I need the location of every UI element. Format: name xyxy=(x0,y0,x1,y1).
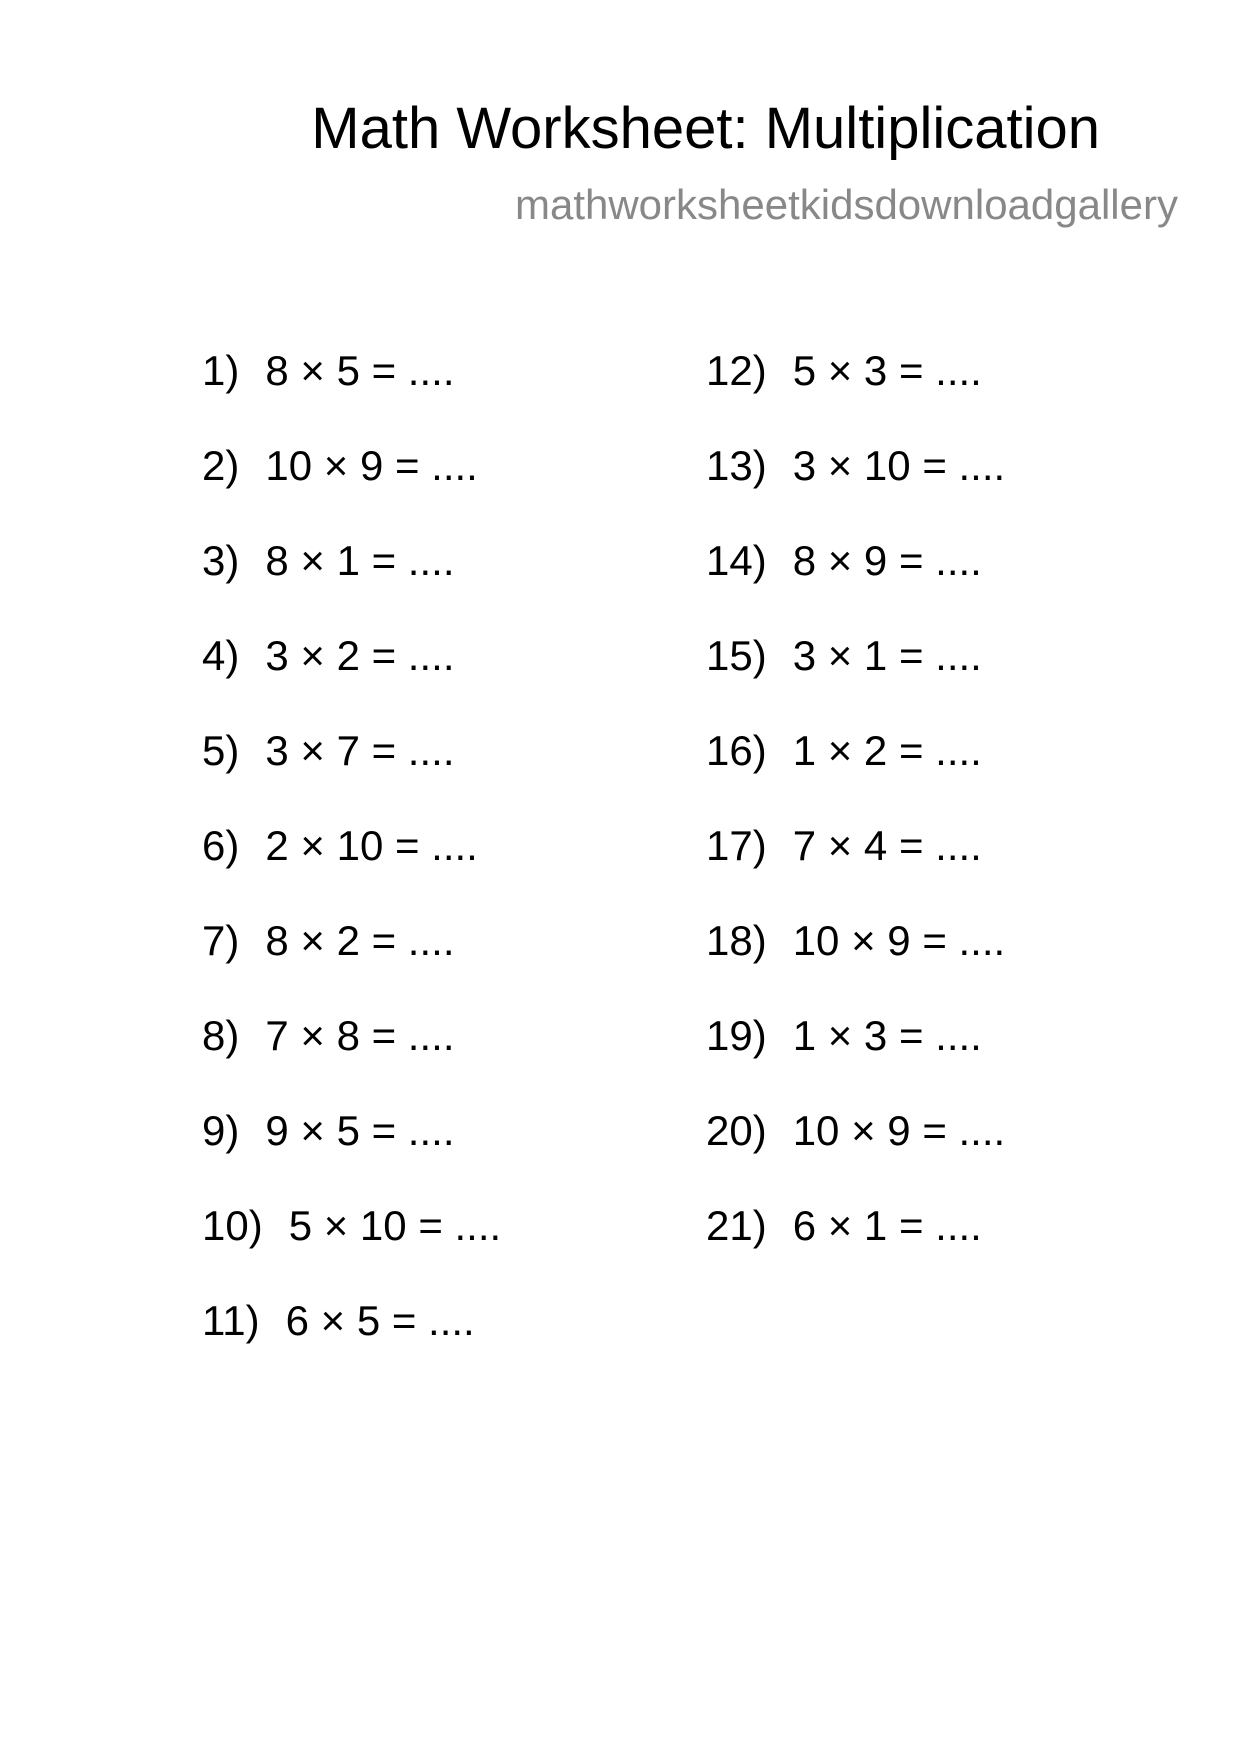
problem-expression: 10 × 9 = .... xyxy=(792,917,1006,964)
problem-number: 13) xyxy=(706,442,767,489)
problem-expression: 1 × 2 = .... xyxy=(792,727,982,774)
problem-expression: 7 × 4 = .... xyxy=(792,822,982,869)
problem-expression: 8 × 5 = .... xyxy=(265,347,455,394)
problem-expression: 3 × 1 = .... xyxy=(792,632,982,679)
problem-number: 16) xyxy=(706,727,767,774)
problem-item xyxy=(202,347,501,445)
problem-item xyxy=(706,1107,1006,1205)
problem-item xyxy=(706,442,1006,540)
problem-item xyxy=(706,347,1005,445)
worksheet-title: Math Worksheet: Multiplication xyxy=(311,96,1100,161)
problem-number: 6) xyxy=(202,822,240,869)
problem-expression: 10 × 9 = .... xyxy=(265,442,478,489)
problem-item xyxy=(706,822,1005,920)
problem-item xyxy=(202,917,501,1015)
problem-expression: 6 × 5 = .... xyxy=(285,1297,475,1344)
problem-expression: 1 × 3 = .... xyxy=(792,1012,982,1059)
problem-item xyxy=(706,1202,1005,1300)
problem-list-left xyxy=(202,347,502,1395)
problem-number: 21) xyxy=(706,1202,767,1249)
problem-item xyxy=(706,537,1005,635)
problem-number: 10) xyxy=(202,1202,263,1249)
problem-expression: 5 × 10 = .... xyxy=(288,1202,502,1249)
problem-expression: 3 × 10 = .... xyxy=(792,442,1006,489)
problem-item xyxy=(202,1202,502,1300)
problem-number: 9) xyxy=(202,1107,240,1154)
problem-expression: 8 × 9 = .... xyxy=(792,537,982,584)
problem-item xyxy=(202,537,501,635)
problem-number: 12) xyxy=(706,347,767,394)
problem-number: 1) xyxy=(202,347,240,394)
problem-number: 17) xyxy=(706,822,767,869)
problem-expression: 3 × 2 = .... xyxy=(265,632,455,679)
problem-item xyxy=(202,1012,501,1110)
problem-expression: 7 × 8 = .... xyxy=(265,1012,455,1059)
problem-item xyxy=(202,1297,501,1395)
problem-number: 4) xyxy=(202,632,240,679)
problem-item xyxy=(202,1107,501,1205)
problem-item xyxy=(706,917,1006,1015)
problem-item xyxy=(202,442,501,540)
problem-number: 19) xyxy=(706,1012,767,1059)
problem-item xyxy=(202,727,501,825)
problem-expression: 2 × 10 = .... xyxy=(265,822,478,869)
problem-number: 11) xyxy=(202,1297,260,1344)
problem-number: 2) xyxy=(202,442,240,489)
problem-number: 18) xyxy=(706,917,767,964)
problem-expression: 9 × 5 = .... xyxy=(265,1107,455,1154)
problem-item xyxy=(706,1012,1005,1110)
problem-number: 20) xyxy=(706,1107,767,1154)
problem-expression: 5 × 3 = .... xyxy=(792,347,982,394)
problem-expression: 8 × 2 = .... xyxy=(265,917,455,964)
problem-expression: 3 × 7 = .... xyxy=(265,727,455,774)
worksheet-source: mathworksheetkidsdownloadgallery xyxy=(514,181,1178,228)
problem-number: 15) xyxy=(706,632,767,679)
problem-number: 8) xyxy=(202,1012,240,1059)
problem-expression: 8 × 1 = .... xyxy=(265,537,455,584)
problem-item xyxy=(202,822,501,920)
problem-item xyxy=(706,632,1005,730)
problem-number: 3) xyxy=(202,537,240,584)
problem-number: 5) xyxy=(202,727,240,774)
problem-number: 14) xyxy=(706,537,767,584)
problem-expression: 6 × 1 = .... xyxy=(792,1202,982,1249)
problem-list-right xyxy=(706,347,1006,1300)
problem-item xyxy=(202,632,501,730)
problem-item xyxy=(706,727,1005,825)
problem-number: 7) xyxy=(202,917,240,964)
problem-expression: 10 × 9 = .... xyxy=(792,1107,1006,1154)
